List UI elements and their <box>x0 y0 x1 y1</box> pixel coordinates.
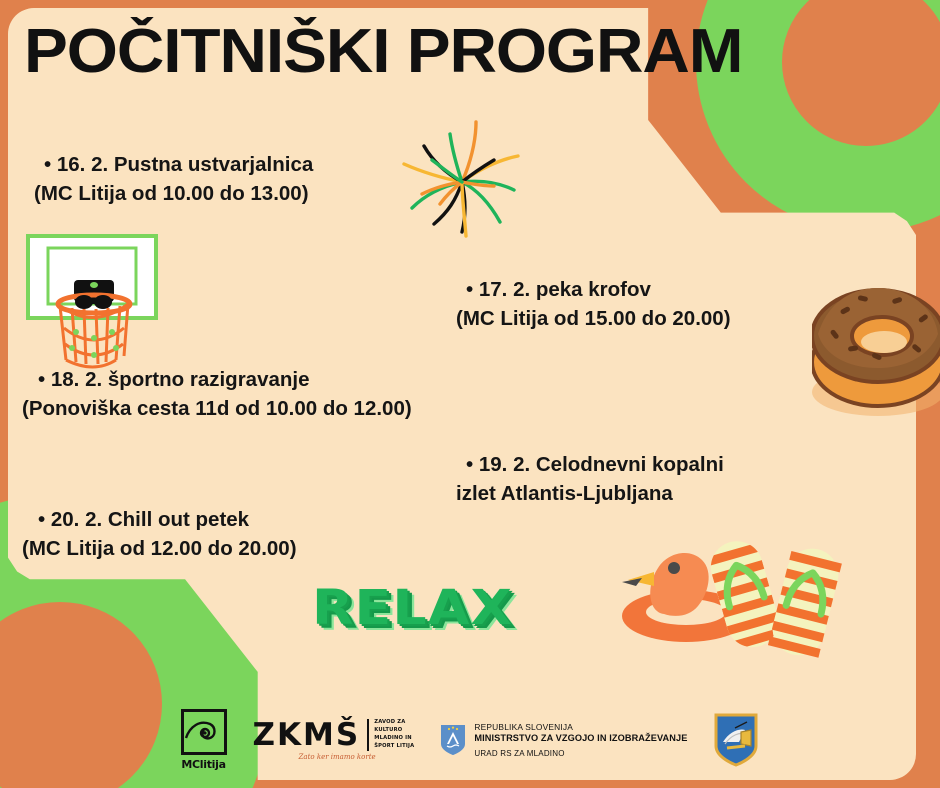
event-item <box>456 275 731 333</box>
zkms-subtitle-line: ZAVOD ZA <box>374 719 406 726</box>
event-title-line: • 18. 2. športno razigravanje <box>38 368 310 391</box>
event-detail-line: (MC Litija od 10.00 do 13.00) <box>34 182 309 206</box>
slovenia-coat-of-arms-icon <box>440 724 466 756</box>
page-title: POČITNIŠKI PROGRAM <box>24 17 743 86</box>
event-title-line: • 16. 2. Pustna ustvarjalnica <box>44 153 314 176</box>
event-detail-line: (MC Litija od 15.00 do 20.00) <box>456 307 731 331</box>
ministry-line-1: REPUBLIKA SLOVENIJA <box>474 722 574 732</box>
footer-logos <box>0 702 940 778</box>
event-detail-line: izlet Atlantis-Ljubljana <box>456 482 673 506</box>
mclitija-logo <box>181 709 227 771</box>
litija-coat-of-arms-icon <box>713 712 759 768</box>
zkms-subtitle-line: ŠPORT LITIJA <box>374 742 415 749</box>
zkms-subtitle-line: KULTURO <box>374 727 403 734</box>
zkms-subtitle-line: MLADINO IN <box>374 735 412 741</box>
relax-wordart: RELAX <box>312 580 514 636</box>
event-title-line: • 20. 2. Chill out petek <box>38 508 250 531</box>
ministry-text <box>474 722 687 758</box>
zkms-slogan: Zato ker imamo korte <box>298 752 376 761</box>
event-detail-line: (MC Litija od 12.00 do 20.00) <box>22 537 297 561</box>
event-item <box>22 365 412 423</box>
ministry-line-2: MINISTRSTVO ZA VZGOJO IN IZOBRAŽEVANJE <box>474 733 688 743</box>
zkms-logo <box>253 719 415 760</box>
zkms-subtitle <box>367 719 414 750</box>
event-item <box>34 150 313 208</box>
event-detail-line: (Ponoviška cesta 11d od 10.00 do 12.00) <box>22 397 412 421</box>
mclitija-mark-icon <box>181 709 227 755</box>
event-title-line: • 19. 2. Celodnevni kopalni <box>466 453 724 476</box>
mclitija-label: MClitija <box>181 758 226 771</box>
event-title-line: • 17. 2. peka krofov <box>466 278 651 301</box>
ministry-logo <box>440 722 687 758</box>
zkms-wordmark: ZKMŠ <box>252 717 361 754</box>
zkms-row <box>252 717 415 754</box>
event-item <box>456 450 724 508</box>
ministry-line-3: URAD RS ZA MLADINO <box>474 749 565 758</box>
event-item <box>22 505 297 563</box>
